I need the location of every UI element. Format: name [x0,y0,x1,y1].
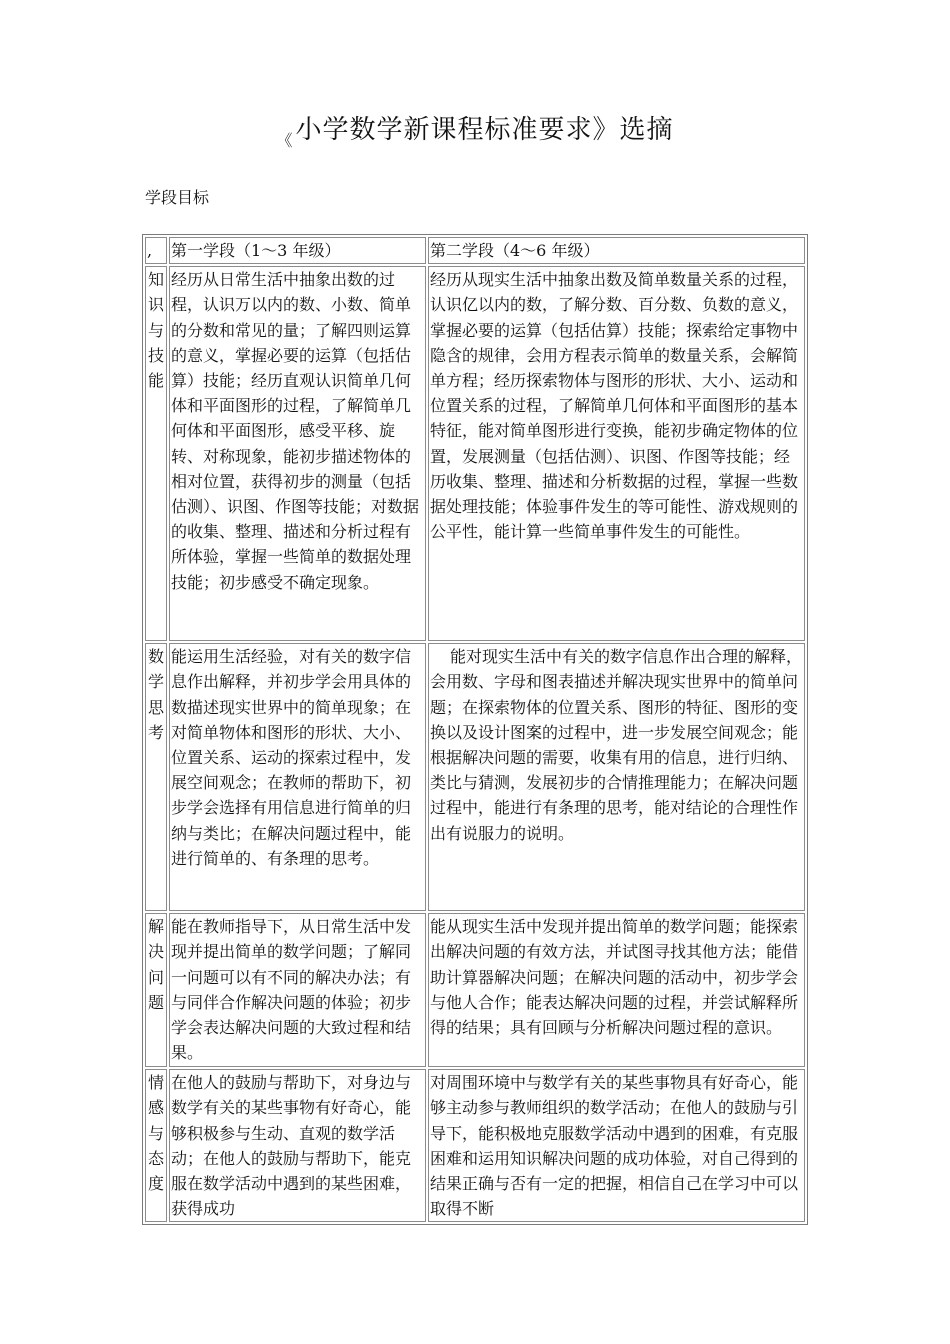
stage1-cell-knowledge-skills: 经历从日常生活中抽象出数的过程，认识万以内的数、小数、简单的分数和常见的量；了解四则运算的意义，掌握必要的运算（包括估算）技能；经历直观认识简单几何体和平面图形的过程，了解简单几何体和平面图形，感受平移、旋转、对称现象，能初步描述物体的相对位置，获得初步的测量（包括估测）、识图、作图等技能；对数据的收集、整理、描述和分析过程有所体验，掌握一些简单的数据处理技能；初步感受不确定现象。 [169,266,426,641]
table-row-knowledge-skills [145,266,805,641]
header-corner-cell: , [145,237,167,264]
table-row-emotion-attitude [145,1069,805,1222]
category-char: 识 [147,295,164,315]
category-cell-knowledge-skills [145,266,167,641]
category-char: 解 [147,917,164,937]
stage1-cell-math-thinking: 能运用生活经验，对有关的数字信息作出解释，并初步学会用具体的数描述现实世界中的简单现象；在对简单物体和图形的形状、大小、位置关系、运动的探索过程中，发展空间观念；在教师的帮助下，初步学会选择有用信息进行简单的归纳与类比；在解决问题过程中，能进行简单的、有条理的思考。 [169,643,426,911]
category-cell-emotion-attitude [145,1069,167,1222]
category-char: 问 [147,967,164,987]
stage-goals-table [142,234,808,1225]
header-stage2-cell: 第二学段（4～6 年级） [428,237,805,264]
category-char: 能 [147,371,164,391]
category-char: 态 [147,1148,164,1168]
stage1-cell-problem-solving: 能在教师指导下，从日常生活中发现并提出简单的数学问题；了解同一问题可以有不同的解决办法；有与同伴合作解决问题的体验；初步学会表达解决问题的大致过程和结果。 [169,913,426,1067]
page-title [0,112,950,159]
category-cell-math-thinking [145,643,167,911]
category-char: 思 [147,697,164,717]
stage2-cell-emotion-attitude: 对周围环境中与数学有关的某些事物具有好奇心，能够主动参与教师组织的数学活动；在他人的鼓励与引导下，能积极地克服数学活动中遇到的困难，有克服困难和运用知识解决问题的成功体验，对自己得到的结果正确与否有一定的把握，相信自己在学习中可以取得不断 [428,1069,805,1222]
category-char: 学 [147,672,164,692]
category-char: 题 [147,992,164,1012]
category-char: 与 [147,320,164,340]
category-char: 知 [147,270,164,290]
table-header-row [145,237,805,264]
category-char: 情 [147,1073,164,1093]
section-heading: 学段目标 [145,188,210,207]
table-row-problem-solving [145,913,805,1067]
category-char: 考 [147,722,164,742]
category-char: 决 [147,942,164,962]
category-char: 感 [147,1098,164,1118]
category-char: 与 [147,1123,164,1143]
stage2-cell-knowledge-skills: 经历从现实生活中抽象出数及简单数量关系的过程，认识亿以内的数，了解分数、百分数、负数的意义，掌握必要的运算（包括估算）技能；探索给定事物中隐含的规律，会用方程表示简单的数量关系，会解简单方程；经历探索物体与图形的形状、大小、运动和位置关系的过程，了解简单几何体和平面图形的基本特征，能对简单图形进行变换，能初步确定物体的位置，发展测量（包括估测）、识图、作图等技能；经历收集、整理、描述和分析数据的过程，掌握一些数据处理技能；体验事件发生的等可能性、游戏规则的公平性，能计算一些简单事件发生的可能性。 [428,266,805,641]
category-cell-problem-solving [145,913,167,1067]
title-open-quote: 《 [276,131,294,150]
header-stage1-cell: 第一学段（1～3 年级） [169,237,426,264]
category-char: 技 [147,345,164,365]
stage2-cell-math-thinking: 能对现实生活中有关的数字信息作出合理的解释，会用数、字母和图表描述并解决现实世界中的简单问题；在探索物体的位置关系、图形的特征、图形的变换以及设计图案的过程中，进一步发展空间观念；能根据解决问题的需要，收集有用的信息，进行归纳、类比与猜测，发展初步的合情推理能力；在解决问题过程中，能进行有条理的思考，能对结论的合理性作出有说服力的说明。 [428,643,805,911]
category-char: 度 [147,1174,164,1194]
title-text: 小学数学新课程标准要求》选摘 [295,115,674,145]
stage2-cell-problem-solving: 能从现实生活中发现并提出简单的数学问题；能探索出解决问题的有效方法，并试图寻找其他方法；能借助计算器解决问题；在解决问题的活动中，初步学会与他人合作；能表达解决问题的过程，并尝试解释所得的结果；具有回顾与分析解决问题过程的意识。 [428,913,805,1067]
stage1-cell-emotion-attitude: 在他人的鼓励与帮助下，对身边与数学有关的某些事物有好奇心，能够积极参与生动、直观的数学活动；在他人的鼓励与帮助下，能克服在数学活动中遇到的某些困难，获得成功 [169,1069,426,1222]
table-row-math-thinking [145,643,805,911]
category-char: 数 [147,647,164,667]
